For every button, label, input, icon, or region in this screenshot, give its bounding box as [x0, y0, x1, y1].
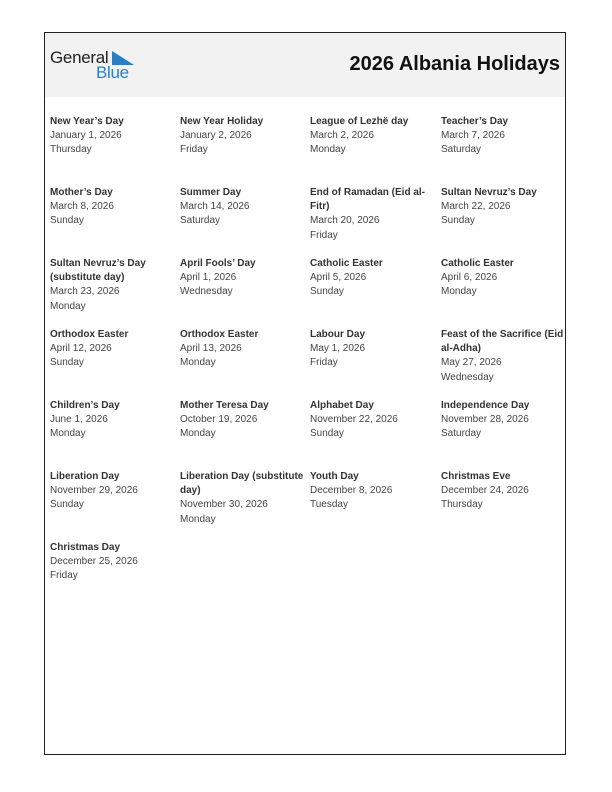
holiday-date: March 23, 2026: [50, 286, 120, 298]
holiday-date: April 12, 2026: [50, 343, 112, 355]
holiday-name: Mother Teresa Day: [180, 400, 269, 411]
logo-text-blue: Blue: [96, 63, 129, 82]
holiday-date: March 14, 2026: [180, 201, 250, 213]
holiday-item: [441, 257, 566, 328]
holiday-item: [180, 470, 310, 541]
holiday-item: [310, 186, 441, 257]
holiday-item: [441, 186, 566, 257]
holiday-weekday: Friday: [310, 229, 338, 241]
holiday-date: March 7, 2026: [441, 130, 505, 142]
holiday-date: April 1, 2026: [180, 272, 237, 284]
holiday-name: End of Ramadan (Eid al-Fitr): [310, 187, 426, 213]
holiday-weekday: Monday: [310, 144, 346, 156]
calendar-page: [44, 32, 566, 755]
logo-text-general: General: [50, 48, 109, 67]
holiday-name: Catholic Easter: [310, 258, 383, 269]
holiday-weekday: Friday: [310, 357, 338, 369]
holiday-date: November 28, 2026: [441, 414, 529, 426]
holiday-date: April 13, 2026: [180, 343, 242, 355]
holiday-item: [180, 115, 310, 186]
holiday-name: Sultan Nevruz’s Day (substitute day): [50, 258, 146, 284]
holiday-date: December 8, 2026: [310, 485, 393, 497]
holiday-weekday: Thursday: [441, 499, 483, 511]
holiday-date: November 22, 2026: [310, 414, 398, 426]
holiday-name: Sultan Nevruz’s Day: [441, 187, 537, 198]
holiday-weekday: Friday: [50, 570, 78, 582]
holiday-name: Orthodox Easter: [180, 329, 259, 340]
holiday-date: June 1, 2026: [50, 414, 108, 426]
holiday-item: [180, 399, 310, 470]
holiday-weekday: Saturday: [441, 428, 482, 440]
holiday-weekday: Wednesday: [180, 286, 233, 298]
holiday-weekday: Sunday: [50, 499, 84, 511]
holiday-item: [441, 115, 566, 186]
holiday-weekday: Friday: [180, 144, 208, 156]
holiday-item: [50, 115, 180, 186]
holiday-item: [441, 470, 566, 541]
holiday-weekday: Saturday: [180, 215, 221, 227]
page-header: [45, 33, 565, 97]
holiday-weekday: Sunday: [310, 286, 344, 298]
holiday-name: New Year’s Day: [50, 116, 124, 127]
holiday-item: [310, 257, 441, 328]
holiday-weekday: Thursday: [50, 144, 92, 156]
holiday-weekday: Sunday: [441, 215, 475, 227]
holiday-name: Feast of the Sacrifice (Eid al-Adha): [441, 329, 564, 355]
holiday-date: May 27, 2026: [441, 357, 502, 369]
holiday-weekday: Sunday: [310, 428, 344, 440]
holiday-name: New Year Holiday: [180, 116, 264, 127]
holiday-name: April Fools’ Day: [180, 258, 256, 269]
holiday-name: Orthodox Easter: [50, 329, 129, 340]
holiday-item: [50, 399, 180, 470]
holiday-item: [310, 328, 441, 399]
holiday-date: January 1, 2026: [50, 130, 122, 142]
holiday-name: Mother’s Day: [50, 187, 113, 198]
holiday-date: May 1, 2026: [310, 343, 366, 355]
holiday-item: [441, 328, 566, 399]
holiday-weekday: Sunday: [50, 357, 84, 369]
holiday-weekday: Monday: [50, 428, 86, 440]
holiday-name: Christmas Day: [50, 542, 121, 553]
holiday-item: [180, 257, 310, 328]
holiday-date: December 24, 2026: [441, 485, 529, 497]
holiday-date: March 22, 2026: [441, 201, 511, 213]
holiday-name: Children’s Day: [50, 400, 120, 411]
holiday-name: Catholic Easter: [441, 258, 514, 269]
holiday-name: League of Lezhë day: [310, 116, 409, 127]
holiday-weekday: Monday: [180, 513, 216, 525]
holiday-weekday: Tuesday: [310, 499, 348, 511]
holiday-date: January 2, 2026: [180, 130, 252, 142]
holiday-name: Liberation Day (substitute day): [180, 471, 304, 497]
holiday-item: [50, 541, 180, 612]
holiday-item: [50, 470, 180, 541]
holiday-weekday: Monday: [441, 286, 477, 298]
holiday-date: April 5, 2026: [310, 272, 367, 284]
holiday-date: November 29, 2026: [50, 485, 138, 497]
holiday-date: December 25, 2026: [50, 556, 138, 568]
holiday-item: [310, 470, 441, 541]
holiday-item: [310, 115, 441, 186]
holiday-item: [441, 399, 566, 470]
holiday-date: April 6, 2026: [441, 272, 498, 284]
holiday-item: [180, 328, 310, 399]
holiday-grid: [50, 115, 566, 612]
holiday-name: Teacher’s Day: [441, 116, 509, 127]
holiday-name: Youth Day: [310, 471, 359, 482]
holiday-date: November 30, 2026: [180, 499, 268, 511]
holiday-name: Alphabet Day: [310, 400, 374, 411]
holiday-date: March 2, 2026: [310, 130, 374, 142]
holiday-name: Christmas Eve: [441, 471, 511, 482]
holiday-name: Liberation Day: [50, 471, 120, 482]
holiday-name: Labour Day: [310, 329, 366, 340]
holiday-date: March 8, 2026: [50, 201, 114, 213]
holiday-weekday: Monday: [50, 300, 86, 312]
holiday-weekday: Wednesday: [441, 371, 494, 383]
holiday-weekday: Monday: [180, 428, 216, 440]
holiday-item: [180, 186, 310, 257]
generalblue-logo: [50, 47, 140, 81]
holiday-item: [50, 257, 180, 328]
holiday-name: Independence Day: [441, 400, 530, 411]
holiday-item: [50, 328, 180, 399]
page-title: 2026 Albania Holidays: [349, 53, 560, 75]
holiday-weekday: Saturday: [441, 144, 482, 156]
holiday-weekday: Sunday: [50, 215, 84, 227]
holiday-weekday: Monday: [180, 357, 216, 369]
holiday-item: [50, 186, 180, 257]
holiday-date: October 19, 2026: [180, 414, 258, 426]
holiday-item: [310, 399, 441, 470]
holiday-name: Summer Day: [180, 187, 242, 198]
holiday-date: March 20, 2026: [310, 215, 380, 227]
